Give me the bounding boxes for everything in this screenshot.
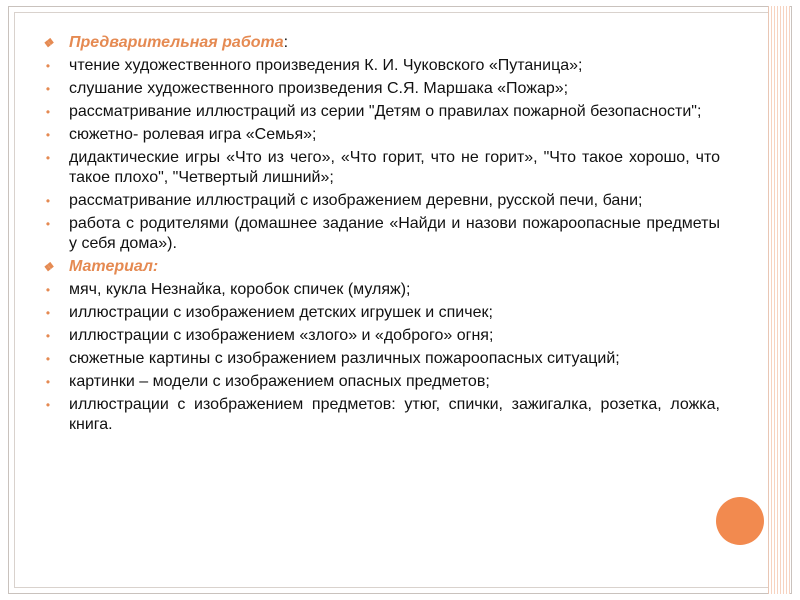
list-item (40, 102, 720, 122)
list-item-text: рассматривание иллюстраций из серии "Детям о правилах пожарной безопасности"; (69, 103, 702, 120)
bullet-icon: • (45, 151, 51, 165)
list-item-text: сюжетные картины с изображением различных пожароопасных ситуаций; (69, 350, 620, 367)
bullet-icon: • (45, 329, 51, 343)
list-item-text: слушание художественного произведения С.Я. Маршака «Пожар»; (69, 80, 569, 97)
list-item (40, 125, 720, 145)
bullet-icon: • (45, 194, 51, 208)
list-item (40, 395, 720, 435)
list-item-text: иллюстрации с изображением детских игрушек и спичек; (69, 304, 493, 321)
diamond-bullet-icon: ❖ (42, 36, 54, 50)
list-item-text: дидактические игры «Что из чего», «Что горит, что не горит», "Что такое хорошо, что такое плохо", "Четвертый лишний»; (69, 149, 720, 186)
preliminary-work-list (40, 56, 720, 254)
material-list (40, 280, 720, 435)
bullet-icon: • (45, 217, 51, 231)
list-item (40, 191, 720, 211)
list-item-text: сюжетно- ролевая игра «Семья»; (69, 126, 317, 143)
bullet-icon: • (45, 283, 51, 297)
bullet-icon: • (45, 128, 51, 142)
list-item (40, 326, 720, 346)
diamond-bullet-icon: ❖ (42, 260, 54, 274)
bullet-icon: • (45, 82, 51, 96)
list-item (40, 280, 720, 300)
list-item-text: рассматривание иллюстраций с изображением деревни, русской печи, бани; (69, 192, 643, 209)
list-item (40, 349, 720, 369)
bullet-icon: • (45, 105, 51, 119)
heading-text: Материал: (69, 258, 159, 275)
slide-content (40, 33, 720, 438)
list-item-text: картинки – модели с изображением опасных предметов; (69, 373, 490, 390)
decorative-orange-circle (716, 497, 764, 545)
bullet-icon: • (45, 306, 51, 320)
heading-text: Предварительная работа (69, 34, 284, 51)
section-heading-preliminary-work (40, 33, 720, 53)
bullet-icon: • (45, 398, 51, 412)
bullet-icon: • (45, 375, 51, 389)
bullet-icon: • (45, 352, 51, 366)
list-item (40, 303, 720, 323)
list-item-text: иллюстрации с изображением «злого» и «доброго» огня; (69, 327, 494, 344)
list-item (40, 148, 720, 188)
list-item (40, 372, 720, 392)
list-item-text: чтение художественного произведения К. И. Чуковского «Путаница»; (69, 57, 583, 74)
list-item (40, 79, 720, 99)
list-item-text: работа с родителями (домашнее задание «Найди и назови пожароопасные предметы у себя дома»). (69, 215, 720, 252)
list-item (40, 214, 720, 254)
bullet-icon: • (45, 59, 51, 73)
list-item-text: иллюстрации с изображением предметов: утюг, спички, зажигалка, розетка, ложка, книга. (69, 396, 720, 433)
list-item (40, 56, 720, 76)
heading-colon: : (283, 34, 289, 51)
section-heading-material (40, 257, 720, 277)
decorative-stripe-band (768, 6, 790, 594)
list-item-text: мяч, кукла Незнайка, коробок спичек (муляж); (69, 281, 411, 298)
